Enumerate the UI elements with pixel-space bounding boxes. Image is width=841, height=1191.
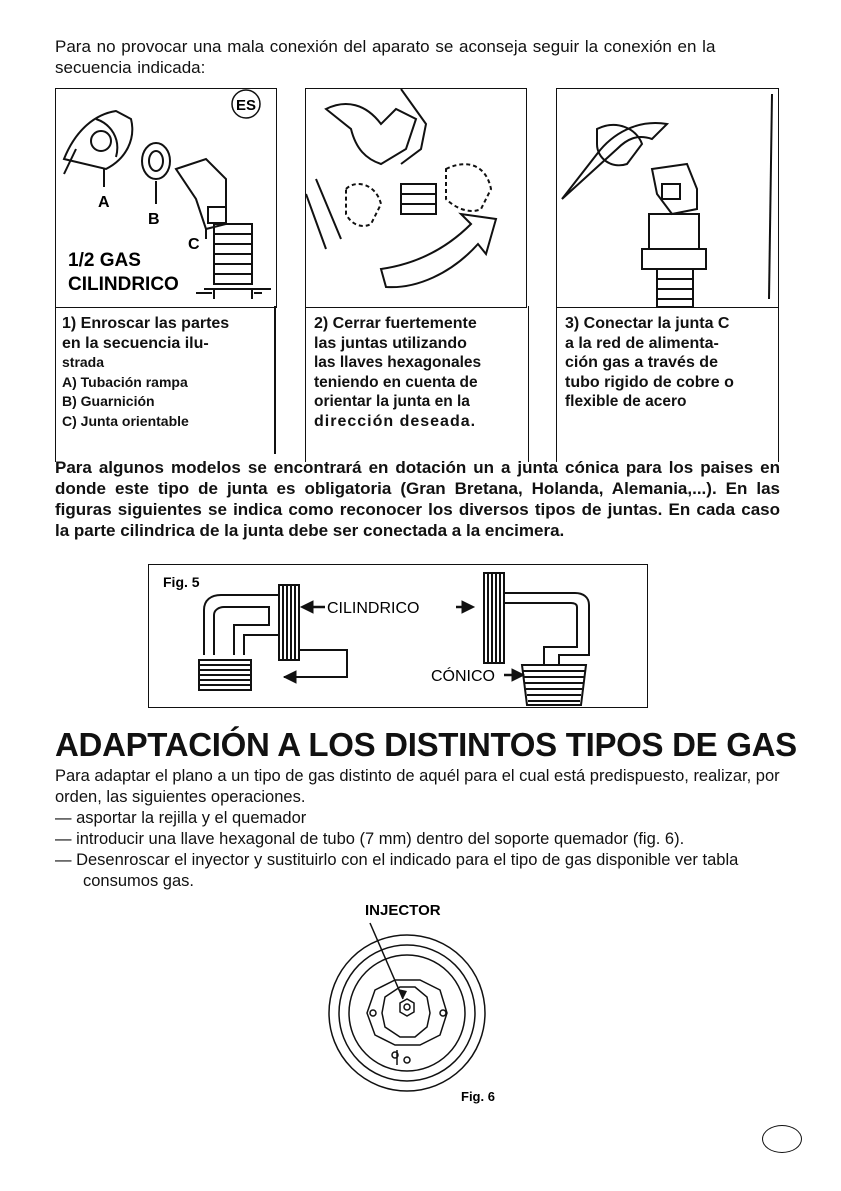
intro-text: Para no provocar una mala conexión del aparato se aconseja seguir la conexión en la secuencia indicada: (55, 37, 716, 77)
step-2-line: dirección deseada. (314, 412, 477, 430)
injector-label: INJECTOR (365, 902, 441, 919)
label-a: A (98, 194, 110, 211)
step-2-line: orientar la junta en la (314, 393, 470, 410)
step-2-line: 2) Cerrar fuertemente (314, 315, 477, 332)
page-marker-oval (762, 1125, 802, 1153)
figure-3 (556, 88, 779, 308)
step-1-line: en la secuencia ilu- (62, 334, 209, 352)
instruction-item: — introducir una llave hexagonal de tubo (7 mm) dentro del soporte quemador (fig. 6). (55, 830, 685, 848)
label-cilindrico: CILINDRICO (327, 600, 420, 617)
figure-6 (315, 895, 515, 1110)
step-1-text (55, 306, 275, 462)
step-3-line: ción gas a través de (565, 354, 718, 371)
step-3-line: 3) Conectar la junta C (565, 315, 730, 332)
step-3-line: flexible de acero (565, 393, 687, 410)
instructions-intro: Para adaptar el plano a un tipo de gas distinto de aquél para el cual está predispuesto, realizar, por orden, las siguientes operaciones. (55, 767, 780, 806)
wrench-tightening-illustration (306, 89, 526, 307)
step-3-text (556, 306, 779, 462)
step-2-line: las llaves hexagonales (314, 354, 482, 371)
flexible-hose-connection-illustration (557, 89, 778, 307)
instructions-block (55, 766, 785, 892)
fig6-caption: Fig. 6 (461, 1089, 495, 1104)
step-1-line: C) Junta orientable (62, 412, 189, 429)
figure-2 (305, 88, 527, 308)
instruction-item: — Desenroscar el inyector y sustituirlo con el indicado para el tipo de gas disponible ver tabla consumos gas. (55, 851, 739, 890)
label-conico: CÓNICO (431, 668, 495, 685)
gas-type-label: CILINDRICO (68, 274, 179, 295)
step-2-line: las juntas utilizando (314, 334, 467, 352)
step-1-line: 1) Enroscar las partes (62, 315, 230, 332)
section-heading: ADAPTACIÓN A LOS DISTINTOS TIPOS DE GAS (55, 726, 797, 763)
conical-joint-paragraph: Para algunos modelos se encontrará en dotación un a junta cónica para los paises en donde este tipo de junta es obligatoria (Gran Bretana, Holanda, Alemania,...). En las figuras siguientes se indica como reconocer los diversos tipos de juntas. En cada caso la parte cilindrica de la junta debe ser conectada a la encimera. (55, 458, 780, 540)
gas-size-label: 1/2 GAS (68, 250, 141, 271)
burner-injector-illustration (315, 895, 515, 1110)
step-3-line: tubo rigido de cobre o (565, 373, 734, 391)
column-divider (274, 306, 276, 454)
fig5-caption: Fig. 5 (163, 574, 200, 590)
label-c: C (188, 236, 200, 253)
joint-types-illustration (149, 565, 647, 707)
instruction-item: — asportar la rejilla y el quemador (55, 809, 307, 827)
fitting-assembly-illustration (56, 89, 276, 307)
step-1-line: strada (62, 354, 105, 370)
step-1-line: B) Guarnición (62, 393, 155, 409)
step-3-line: a la red de alimenta- (565, 334, 719, 352)
label-b: B (148, 211, 160, 228)
badge-es: ES (235, 97, 257, 114)
step-1-line: A) Tubación rampa (62, 373, 188, 390)
figure-5 (148, 564, 648, 708)
step-2-text (305, 306, 529, 462)
step-2-line: teniendo en cuenta de (314, 373, 478, 391)
figure-1 (55, 88, 277, 308)
